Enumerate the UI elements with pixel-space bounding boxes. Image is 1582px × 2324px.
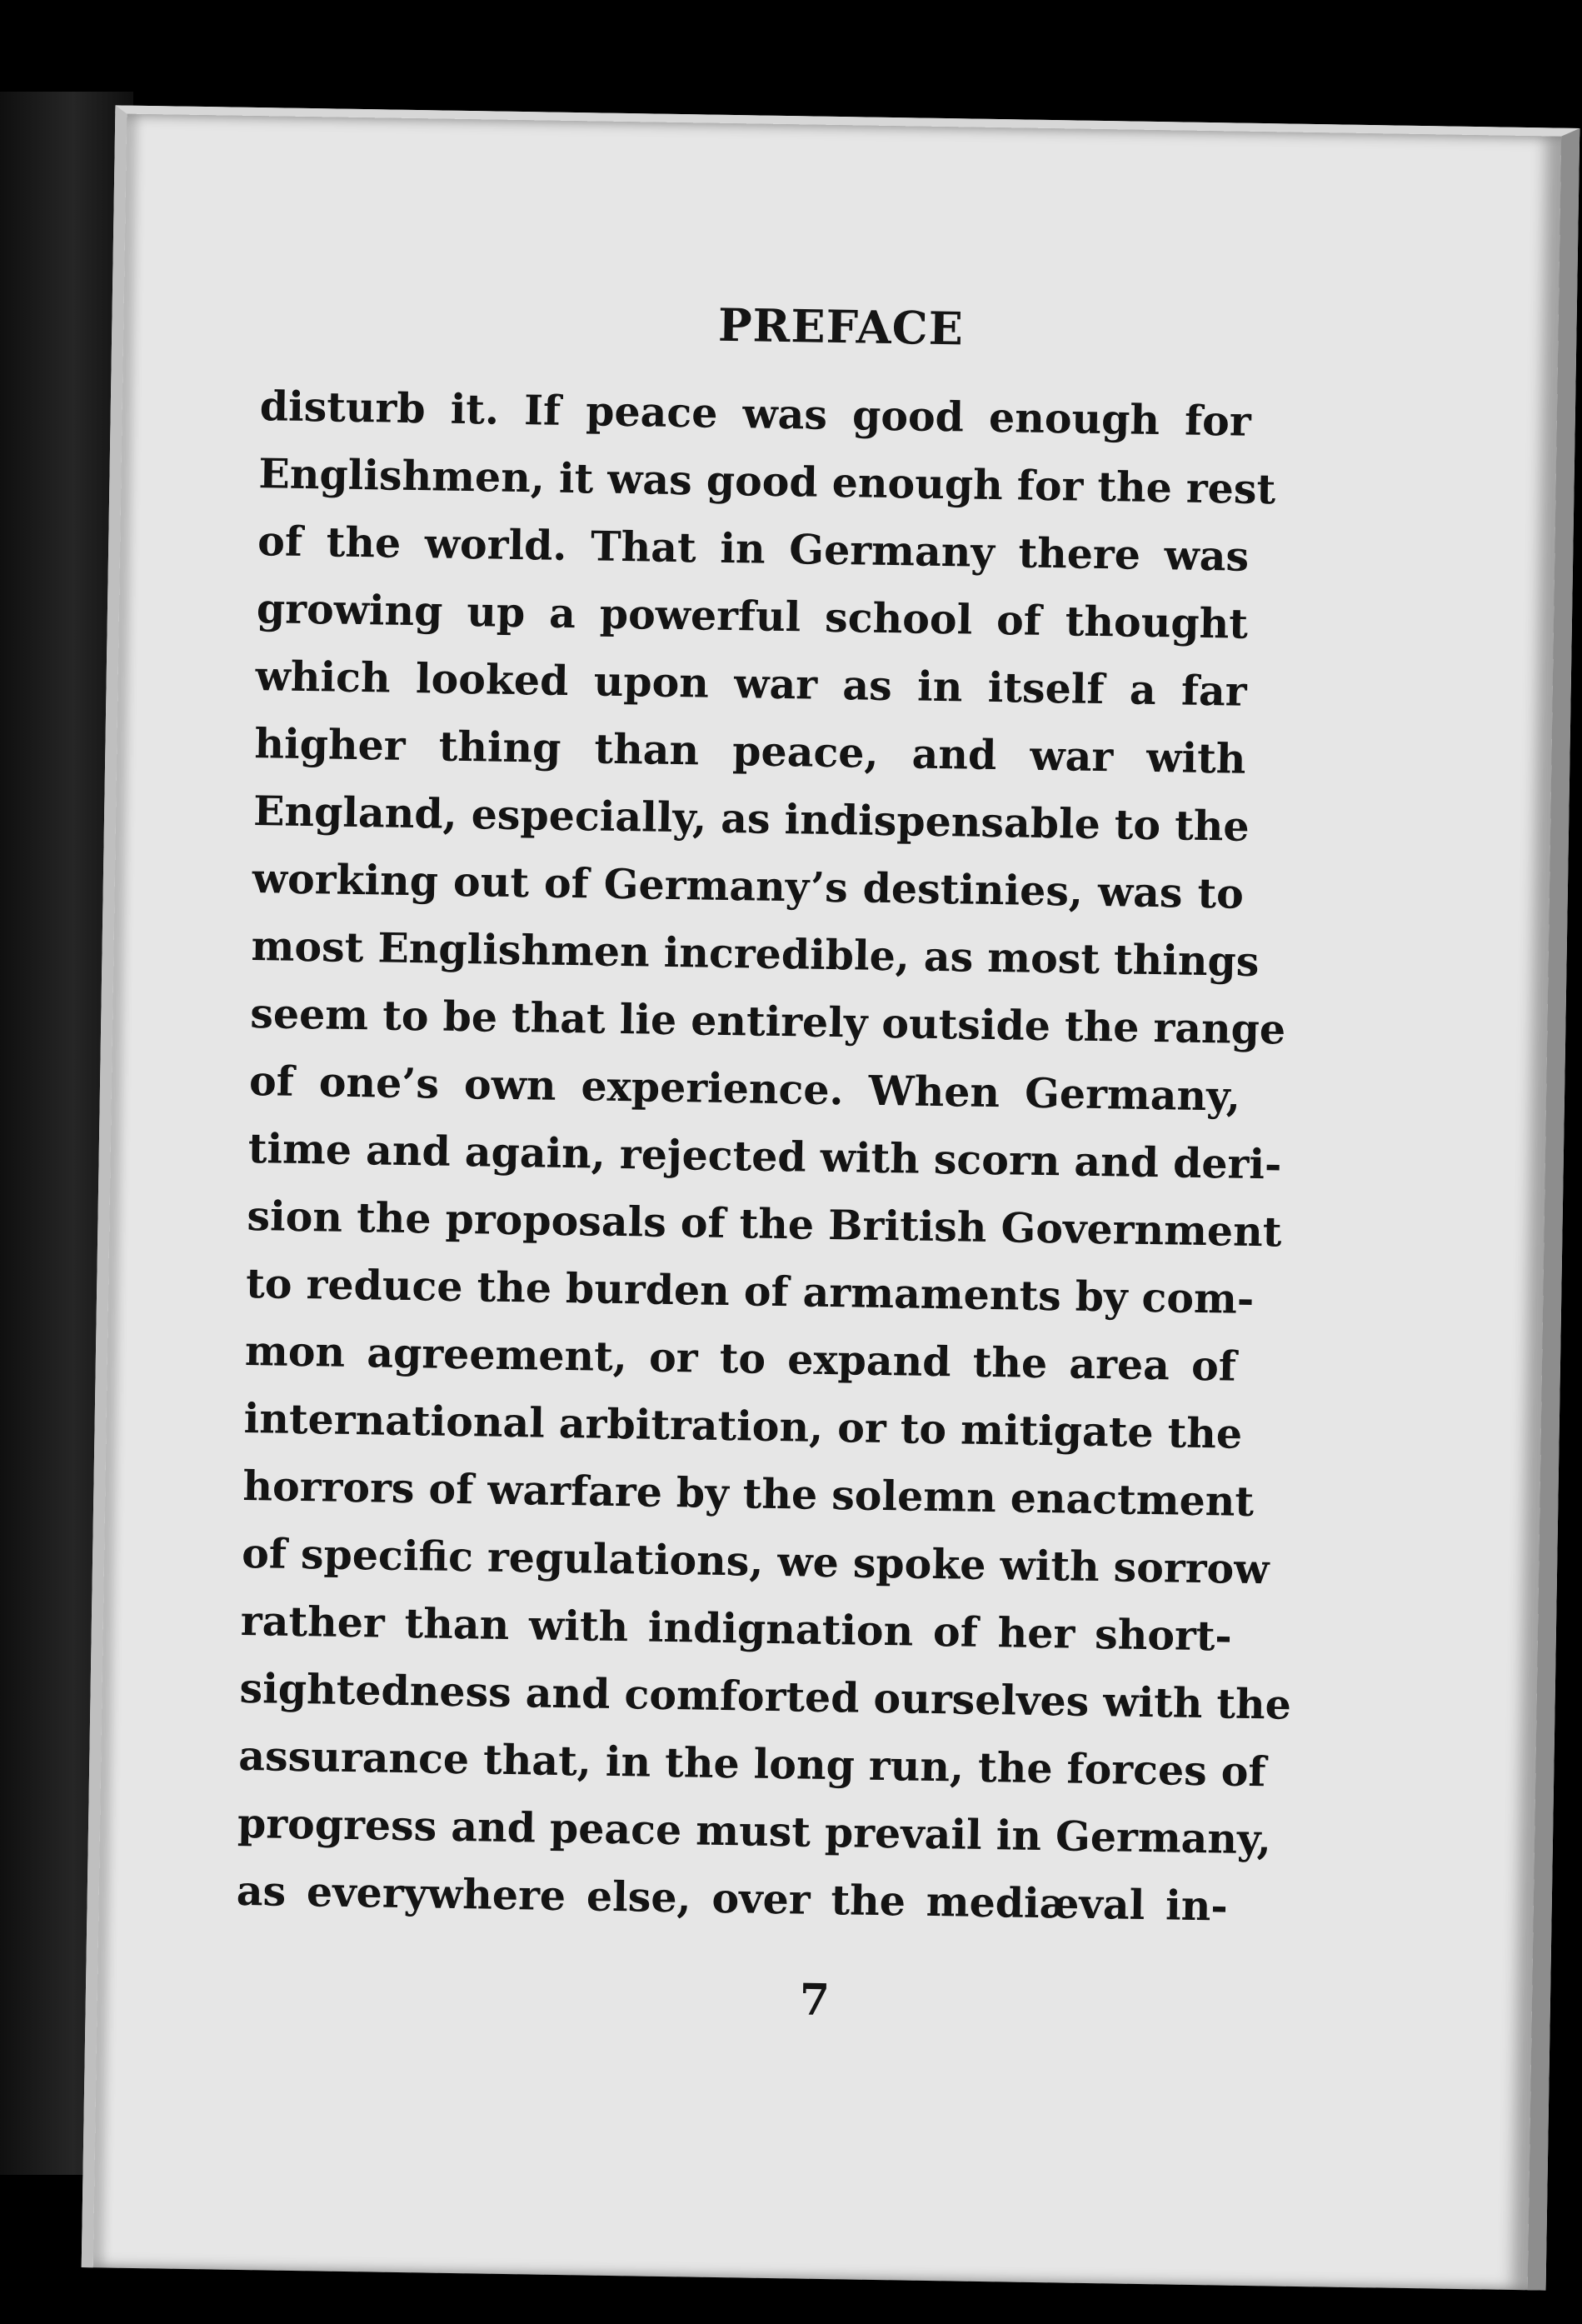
book-page	[82, 105, 1580, 2290]
text-line: horrors of warfare by the solemn enactment	[242, 1461, 1255, 1527]
text-line: Englishmen, it was good enough for the rest	[258, 449, 1276, 514]
text-line: to reduce the burden of armaments by com-	[245, 1258, 1255, 1323]
text-line: working out of Germany’s destinies, was to	[252, 854, 1245, 918]
text-line: assurance that, in the long run, the forces of	[237, 1731, 1266, 1797]
text-line: progress and peace must prevail in Germany,	[237, 1798, 1272, 1864]
text-line: sion the proposals of the British Government	[247, 1192, 1282, 1257]
text-line: mon agreement, or to expand the area of	[244, 1326, 1237, 1391]
text-line: England, especially, as indispensable to the	[252, 787, 1250, 851]
body-text	[236, 372, 1292, 1940]
text-line: which looked upon war as in itself a far	[255, 652, 1248, 716]
text-line: growing up a powerful school of thought	[256, 584, 1249, 648]
text-line: rather than with indignation of her short-	[240, 1596, 1233, 1661]
page-number: 7	[799, 1974, 831, 2027]
text-line: disturb it. If peace was good enough for	[259, 382, 1252, 446]
running-head: PREFACE	[717, 297, 965, 356]
text-line: of specific regulations, we spoke with sorrow	[241, 1528, 1270, 1594]
text-line: sightedness and comforted ourselves with the	[239, 1663, 1292, 1729]
text-line: seem to be that lie entirely outside the range	[249, 989, 1286, 1054]
text-line: of one’s own experience. When Germany,	[248, 1057, 1241, 1121]
text-line: of the world. That in Germany there was	[257, 517, 1250, 581]
text-line: most Englishmen incredible, as most things	[251, 922, 1260, 987]
text-line: as everywhere else, over the mediæval in-	[236, 1866, 1229, 1931]
text-line: international arbitration, or to mitigate the	[243, 1393, 1243, 1458]
text-line: time and again, rejected with scorn and deri-	[247, 1124, 1282, 1189]
text-line: higher thing than peace, and war with	[254, 719, 1246, 783]
